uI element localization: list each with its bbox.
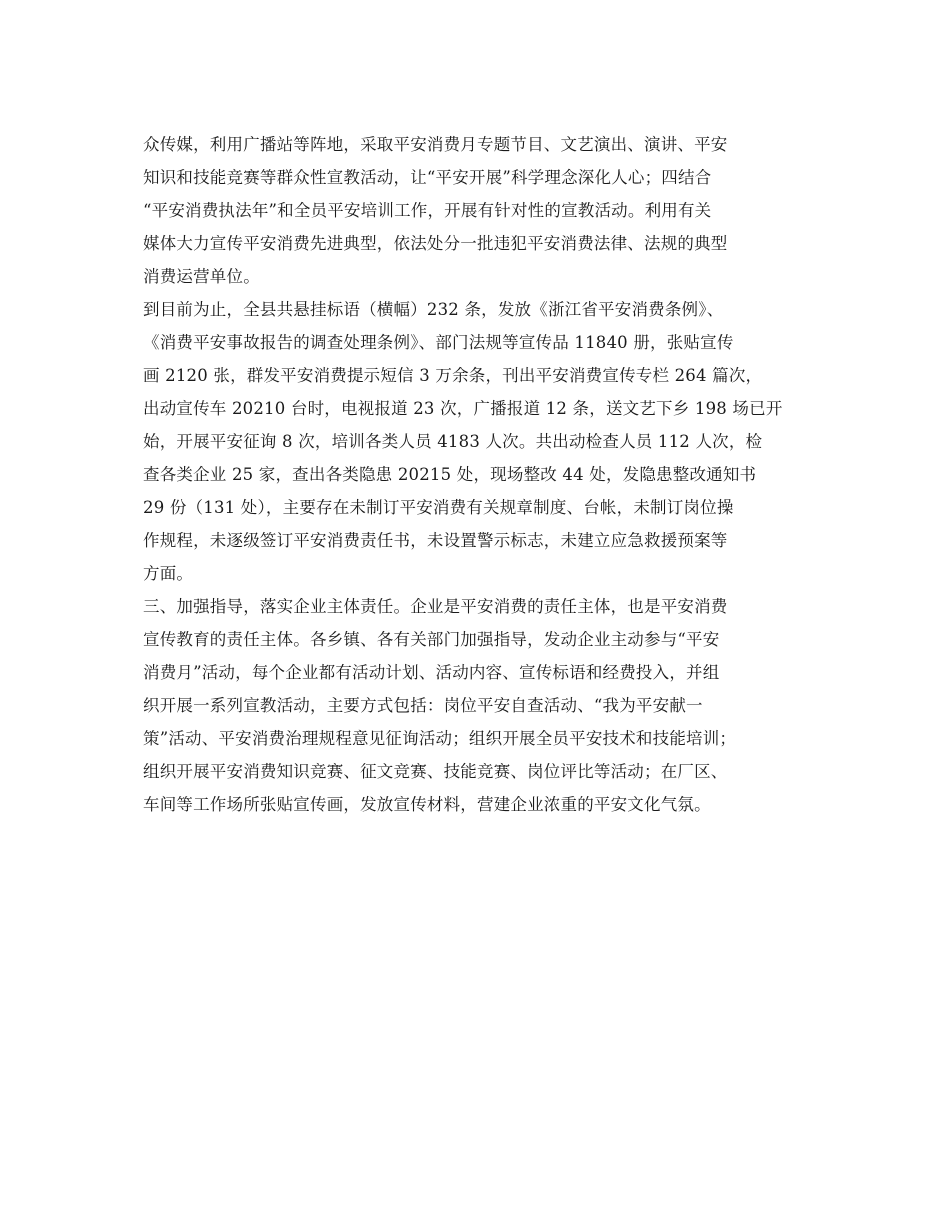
text-line: 消费运营单位。	[143, 267, 260, 286]
text-line: 策”活动、平安消费治理规程意见征询活动；组织开展全员平安技术和技能培训；	[143, 729, 737, 748]
text-line: 查各类企业 25 家，查出各类隐患 20215 处，现场整改 44 处，发隐患整改通知书	[143, 465, 757, 484]
text-line: 方面。	[143, 564, 194, 583]
text-line: 消费月”活动，每个企业都有活动计划、活动内容、宣传标语和经费投入，并组	[143, 663, 720, 682]
text-line: 媒体大力宣传平安消费先进典型，依法处分一批违犯平安消费法律、法规的典型	[143, 234, 728, 253]
text-line: 作规程，未逐级签订平安消费责任书，未设置警示标志，未建立应急救援预案等	[143, 531, 728, 550]
document-body	[143, 128, 813, 821]
text-line: 组织开展平安消费知识竞赛、征文竞赛、技能竞赛、岗位评比等活动；在厂区、	[143, 762, 728, 781]
text-line: 到目前为止，全县共悬挂标语（横幅）232 条，发放《浙江省平安消费条例》、	[143, 300, 724, 319]
text-line: 织开展一系列宣教活动，主要方式包括：岗位平安自查活动、“我为平安献一	[143, 696, 703, 715]
text-line: 众传媒，利用广播站等阵地，采取平安消费月专题节目、文艺演出、演讲、平安	[143, 135, 728, 154]
text-line: 三、加强指导，落实企业主体责任。企业是平安消费的责任主体，也是平安消费	[143, 597, 728, 616]
text-line: 29 份（131 处），主要存在未制订平安消费有关规章制度、台帐，未制订岗位操	[143, 498, 734, 517]
text-line: 宣传教育的责任主体。各乡镇、各有关部门加强指导，发动企业主动参与“平安	[143, 630, 720, 649]
text-line: 画 2120 张，群发平安消费提示短信 3 万余条，刊出平安消费宣传专栏 264 篇次，	[143, 366, 763, 385]
text-line: 出动宣传车 20210 台时，电视报道 23 次，广播报道 12 条，送文艺下乡 198 场已开	[143, 399, 783, 418]
text-line: 《消费平安事故报告的调查处理条例》、部门法规等宣传品 11840 册，张贴宣传	[143, 333, 734, 352]
text-line: 知识和技能竞赛等群众性宣教活动，让“平安开展”科学理念深化人心；四结合	[143, 168, 712, 187]
text-line: “平安消费执法年”和全员平安培训工作，开展有针对性的宣教活动。利用有关	[143, 201, 712, 220]
text-line: 车间等工作场所张贴宣传画，发放宣传材料，营建企业浓重的平安文化气氛。	[143, 795, 711, 814]
text-line: 始，开展平安征询 8 次，培训各类人员 4183 人次。共出动检查人员 112 人次，检	[143, 432, 763, 451]
